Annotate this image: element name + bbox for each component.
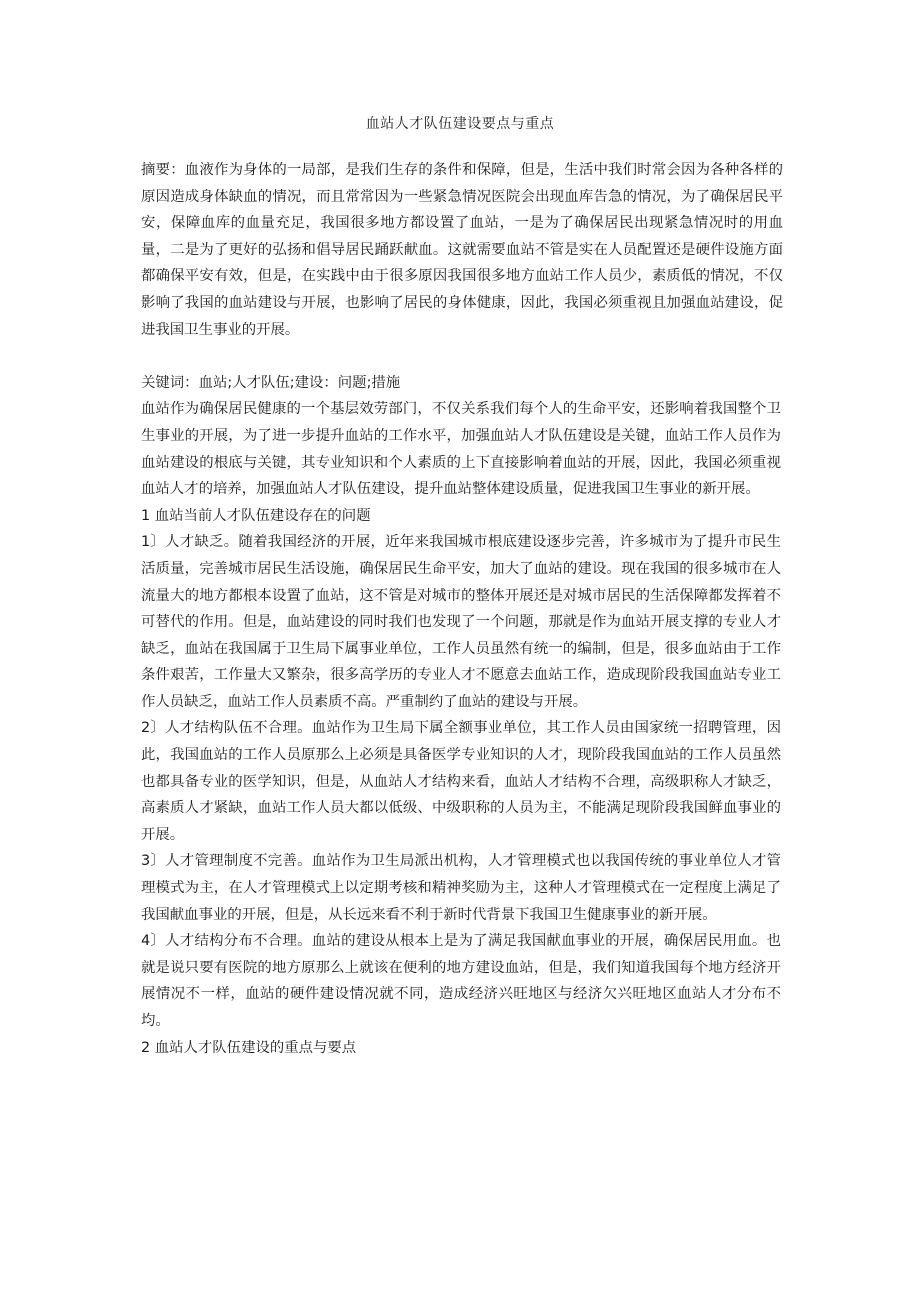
keywords-label: 关键词： [141, 374, 199, 391]
intro-paragraph: 血站作为确保居民健康的一个基层效劳部门，不仅关系我们每个人的生命平安，还影响着我国整个卫生事业的开展，为了进一步提升血站的工作水平，加强血站人才队伍建设是关键，血站工作人员作为血站建设的根底与关键，其专业知识和个人素质的上下直接影响着血站的开展，因此，我国必须重视血站人才的培养，加强血站人才队伍建设，提升血站整体建设质量，促进我国卫生事业的新开展。 [141, 401, 781, 498]
document-body [141, 157, 781, 1061]
keywords-paragraph [141, 370, 781, 397]
section-1-item-3: 3〕人才管理制度不完善。血站作为卫生局派出机构，人才管理模式也以我国传统的事业单位人才管理模式为主，在人才管理模式上以定期考核和精神奖励为主，这种人才管理模式在一定程度上满足了我国献血事业的开展，但是，从长远来看不利于新时代背景下我国卫生健康事业的新开展。 [141, 853, 781, 923]
keywords-text: 血站;人才队伍;建设：问题;措施 [198, 374, 401, 391]
section-1-item-2: 2〕人才结构队伍不合理。血站作为卫生局下属全额事业单位，其工作人员由国家统一招聘管理，因此，我国血站的工作人员原那么上必须是具备医学专业知识的人才，现阶段我国血站的工作人员虽然也都具备专业的医学知识，但是，从血站人才结构来看，血站人才结构不合理，高级职称人才缺乏，高素质人才紧缺，血站工作人员大都以低级、中级职称的人员为主，不能满足现阶段我国鲜血事业的开展。 [141, 720, 781, 843]
paragraph-spacer [141, 343, 781, 370]
abstract-label: 摘要： [141, 162, 185, 178]
section-1-heading: 1 血站当前人才队伍建设存在的问题 [141, 507, 371, 524]
abstract-paragraph [141, 157, 783, 343]
section-2-heading: 2 血站人才队伍建设的重点与要点 [141, 1039, 357, 1056]
document-title: 血站人才队伍建设要点与重点 [365, 116, 555, 132]
abstract-text: 血液作为身体的一局部，是我们生存的条件和保障，但是，生活中我们时常会因为各种各样的原因造成身体缺血的情况，而且常常因为一些紧急情况医院会出现血库告急的情况，为了确保居民平安，保障血库的血量充足，我国很多地方都设置了血站，一是为了确保居民出现紧急情况时的用血量，二是为了更好的弘扬和倡导居民踊跃献血。这就需要血站不管是实在人员配置还是硬件设施方面都确保平安有效，但是，在实践中由于很多原因我国很多地方血站工作人员少，素质低的情况，不仅影响了我国的血站建设与开展，也影响了居民的身体健康，因此，我国必须重视且加强血站建设，促进我国卫生事业的开展。 [141, 162, 783, 338]
section-1-item-4: 4〕人才结构分布不合理。血站的建设从根本上是为了满足我国献血事业的开展，确保居民用血。也就是说只要有医院的地方原那么上就该在便利的地方建设血站，但是，我们知道我国每个地方经济开展情况不一样，血站的硬件建设情况就不同，造成经济兴旺地区与经济欠兴旺地区血站人才分布不均。 [141, 933, 781, 1029]
section-1-item-1: 1〕人才缺乏。随着我国经济的开展，近年来我国城市根底建设逐步完善，许多城市为了提升市民生活质量，完善城市居民生活设施，确保居民生命平安，加大了血站的建设。现在我国的很多城市在人流量大的地方都根本设置了血站，这不管是对城市的整体开展还是对城市居民的生活保障都发挥着不可替代的作用。但是，血站建设的同时我们也发现了一个问题，那就是作为血站开展支撑的专业人才缺乏，血站在我国属于卫生局下属事业单位，工作人员虽然有统一的编制，但是，很多血站由于工作条件艰苦，工作量大又繁杂，很多高学历的专业人才不愿意去血站工作，造成现阶段我国血站专业工作人员缺乏，血站工作人员素质不高。严重制约了血站的建设与开展。 [141, 534, 781, 710]
